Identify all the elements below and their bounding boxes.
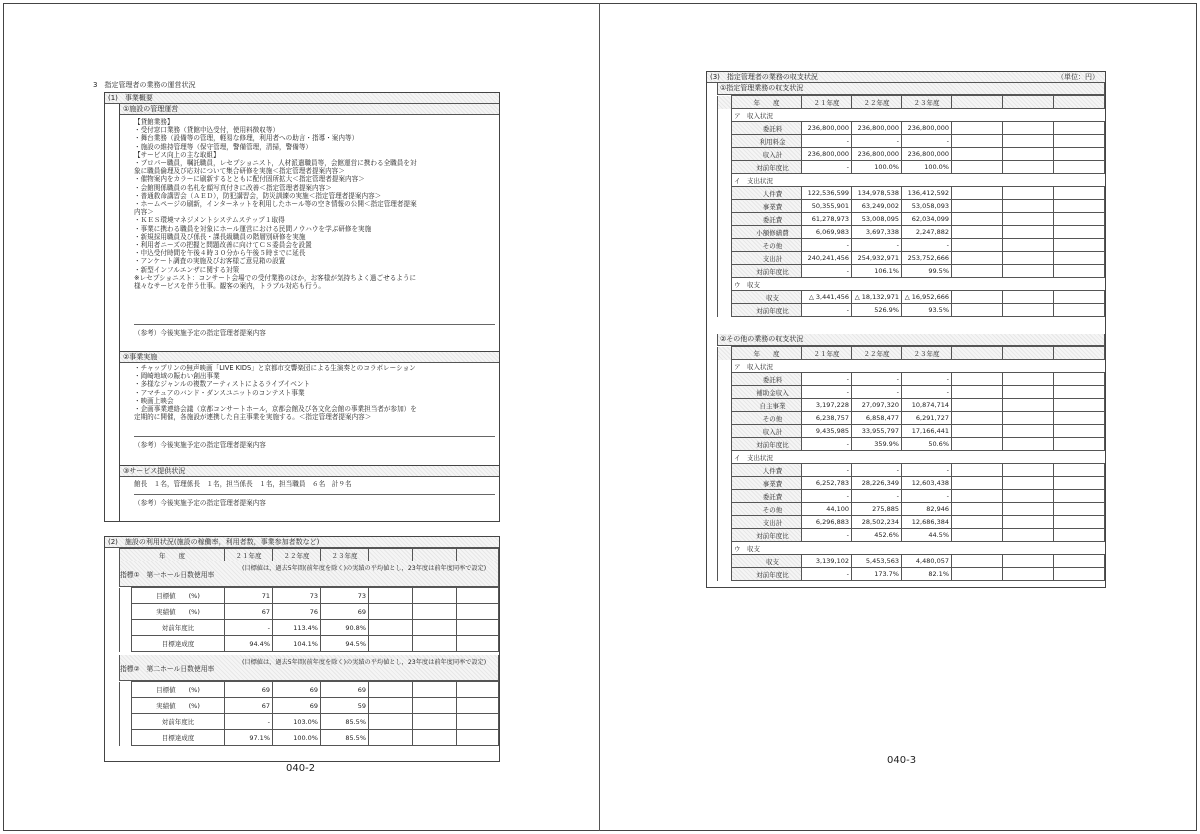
page-number-right: 040-3 xyxy=(887,755,917,766)
cell-v21: - xyxy=(225,620,273,636)
table-row xyxy=(718,399,1105,412)
cell-v22: 33,955,797 xyxy=(852,425,902,438)
content-line: 様々なサービスを伴う仕事。観客の案内，トラブル対応も行う。 xyxy=(134,282,325,291)
table-row xyxy=(120,730,499,746)
content-line: ・舞台業務（設備等の管理，軽易な修理，利用者への助言・指導・案内等） xyxy=(134,134,359,143)
cell-v22: 3,697,338 xyxy=(852,226,902,239)
group-label: ウ 収支 xyxy=(732,542,1105,555)
cell-v23: 69 xyxy=(321,682,369,698)
cell-v23: 136,412,592 xyxy=(902,187,952,200)
header-y22: ２２年度 xyxy=(852,347,902,360)
cell-v21: 6,238,757 xyxy=(802,412,852,425)
cell-v22: 452.6% xyxy=(852,529,902,542)
cell-v23: 12,686,384 xyxy=(902,516,952,529)
cell-v21: 50,355,901 xyxy=(802,200,852,213)
table-row xyxy=(718,148,1105,161)
cell-v21: 9,435,985 xyxy=(802,425,852,438)
cell-v23: 85.5% xyxy=(321,730,369,746)
cell-v23: 99.5% xyxy=(902,265,952,278)
content-line: ・映画上映会 xyxy=(134,396,174,405)
content-line: 象に職員倫理及び応対について集合研修を実施＜指定管理者提案内容＞ xyxy=(134,167,345,176)
content-line: 【サービス向上の主な取組】 xyxy=(134,150,220,159)
group-label: ア 収入状況 xyxy=(732,360,1105,373)
content-line: ・ホームページの刷新，インターネットを利用したホール等の空き情報の公開＜指定管理者提案 xyxy=(134,200,417,209)
table-row xyxy=(120,698,499,714)
service-staff: 館長 １名，管理係長 １名，担当係長 １名，担当職員 ６名 計９名 xyxy=(134,480,352,488)
cell-v22: 275,885 xyxy=(852,503,902,516)
header-y22: ２２年度 xyxy=(852,96,902,109)
cell-v21: - xyxy=(802,386,852,399)
finance-header xyxy=(718,347,1105,360)
indicator-2 xyxy=(119,655,499,746)
table-row xyxy=(718,226,1105,239)
cell-v22: - xyxy=(852,464,902,477)
content-line: ・申込受付時間を午後４時３０分から午後５時までに延長 xyxy=(134,249,306,258)
cell-v22: 6,858,477 xyxy=(852,412,902,425)
page-number-left: 040-2 xyxy=(286,763,316,774)
cell-v21: - xyxy=(802,239,852,252)
cell-v21: 6,296,883 xyxy=(802,516,852,529)
table-row xyxy=(718,568,1105,581)
cell-v21: - xyxy=(802,161,852,174)
cell-v21: - xyxy=(802,464,852,477)
row-label: 実績値 (%) xyxy=(132,698,225,714)
subsection-service xyxy=(119,466,499,521)
content-line: 【貸館業務】 xyxy=(134,118,174,126)
cell-v21: - xyxy=(802,490,852,503)
row-label: その他 xyxy=(732,503,802,516)
indicator-title: 指標① 第一ホール日数使用率 xyxy=(120,571,215,579)
table-row xyxy=(718,187,1105,200)
group-row xyxy=(718,542,1105,555)
cell-v22: 106.1% xyxy=(852,265,902,278)
row-label: 対前年度比 xyxy=(732,304,802,317)
table-row xyxy=(718,477,1105,490)
table-row xyxy=(718,425,1105,438)
group-row xyxy=(718,360,1105,373)
row-label: 事業費 xyxy=(732,200,802,213)
table-title: ①指定管理業務の収支状況 xyxy=(717,83,1105,95)
indicator-note: (目標値は，過去5年間(前年度を除く)の実績の平均値とし，23年度は前年度同率で設定) xyxy=(242,659,487,666)
cell-v22: 53,008,095 xyxy=(852,213,902,226)
content-line: 内容＞ xyxy=(134,208,154,217)
cell-v22: 28,502,234 xyxy=(852,516,902,529)
section-1-box xyxy=(104,92,500,522)
subsection-events xyxy=(119,352,499,466)
cell-v21: 67 xyxy=(225,604,273,620)
cell-v22: 173.7% xyxy=(852,568,902,581)
cell-v21: 67 xyxy=(225,698,273,714)
indicator-table xyxy=(119,681,499,746)
header-y21: ２１年度 xyxy=(802,96,852,109)
subsection-service-title: ③サービス提供状況 xyxy=(120,466,499,477)
cell-v23: 236,800,000 xyxy=(902,148,952,161)
cell-v21: 69 xyxy=(225,682,273,698)
row-label: 目標値 (%) xyxy=(132,682,225,698)
section-title: 3 指定管理者の業務の運営状況 xyxy=(93,81,196,89)
row-label: その他 xyxy=(732,412,802,425)
finance-table xyxy=(717,95,1105,317)
cell-v22: 103.0% xyxy=(273,714,321,730)
header-y23: ２３年度 xyxy=(902,96,952,109)
row-label: 対前年度比 xyxy=(732,265,802,278)
subsection-events-title: ②事業実施 xyxy=(120,352,499,363)
indicator-header xyxy=(119,561,499,587)
cell-v23: 50.6% xyxy=(902,438,952,451)
row-label: 人件費 xyxy=(732,464,802,477)
section-1-label: (1) 事業概要 xyxy=(105,93,499,104)
cell-v22: - xyxy=(852,373,902,386)
indicator-note: (目標値は，過去5年間(前年度を除く)の実績の平均値とし，23年度は前年度同率で設定) xyxy=(242,565,487,572)
row-label: 自主事業 xyxy=(732,399,802,412)
cell-v21: 236,800,000 xyxy=(802,122,852,135)
cell-v22: 254,932,971 xyxy=(852,252,902,265)
row-label: 人件費 xyxy=(732,187,802,200)
cell-v22: 236,800,000 xyxy=(852,148,902,161)
table-row xyxy=(718,490,1105,503)
table-row xyxy=(718,200,1105,213)
row-label: 利用料金 xyxy=(732,135,802,148)
group-label: ア 収入状況 xyxy=(732,109,1105,122)
content-line: ・ＫＥＳ環境マネジメントシステムステップ１取得 xyxy=(134,216,285,225)
cell-v21: 6,252,783 xyxy=(802,477,852,490)
cell-v21: - xyxy=(802,529,852,542)
reference-note-2: （参考）今後実施予定の指定管理者提案内容 xyxy=(134,436,495,453)
cell-v21: 122,536,599 xyxy=(802,187,852,200)
cell-v23: 93.5% xyxy=(902,304,952,317)
cell-v23: 82,946 xyxy=(902,503,952,516)
row-label: 収支 xyxy=(732,555,802,568)
row-label: 対前年度比 xyxy=(732,568,802,581)
cell-v23: 44.5% xyxy=(902,529,952,542)
subsection-management xyxy=(119,104,499,352)
cell-v22: - xyxy=(852,135,902,148)
cell-v23: 253,752,666 xyxy=(902,252,952,265)
table-row xyxy=(718,373,1105,386)
cell-v22: 104.1% xyxy=(273,636,321,652)
table-row xyxy=(718,161,1105,174)
table-row xyxy=(718,265,1105,278)
group-row xyxy=(718,109,1105,122)
cell-v22: 5,453,563 xyxy=(852,555,902,568)
section-3-title: (3) 指定管理者の業務の収支状況 xyxy=(710,73,818,81)
usage-table xyxy=(119,548,499,562)
row-label: 目標達成度 xyxy=(132,636,225,652)
cell-v22: - xyxy=(852,490,902,503)
header-y23: ２３年度 xyxy=(902,347,952,360)
cell-v22: - xyxy=(852,239,902,252)
content-line: ・多様なジャンルの複数アーティストによるライブイベント xyxy=(134,380,311,389)
cell-v22: △ 18,132,971 xyxy=(852,291,902,304)
events-content xyxy=(134,364,417,421)
group-row xyxy=(718,278,1105,291)
row-label: 対前年度比 xyxy=(732,438,802,451)
reference-note-3: （参考）今後実施予定の指定管理者提案内容 xyxy=(134,494,495,511)
row-label: 小額修繕費 xyxy=(732,226,802,239)
cell-v21: 236,800,000 xyxy=(802,148,852,161)
group-label: イ 支出状況 xyxy=(732,174,1105,187)
cell-v23: - xyxy=(902,464,952,477)
indicator-1 xyxy=(119,561,499,652)
cell-v22: 359.9% xyxy=(852,438,902,451)
cell-v23: - xyxy=(902,386,952,399)
cell-v23: 10,874,714 xyxy=(902,399,952,412)
cell-v21: △ 3,441,456 xyxy=(802,291,852,304)
cell-v23: 4,480,057 xyxy=(902,555,952,568)
table-row xyxy=(120,682,499,698)
table-row xyxy=(718,122,1105,135)
cell-v22: 113.4% xyxy=(273,620,321,636)
table-row xyxy=(718,213,1105,226)
cell-v22: 69 xyxy=(273,682,321,698)
content-line: ・受付窓口業務（貸館申込受付，使用料徴収等） xyxy=(134,126,280,135)
content-line: ・アンケート調査の実施及びお客様ご意見箱の設置 xyxy=(134,257,286,266)
cell-v21: 6,069,983 xyxy=(802,226,852,239)
content-line: ・事業に携わる職員を対象にホール運営における民間ノウハウを学ぶ研修を実施 xyxy=(134,224,372,233)
table-row xyxy=(718,135,1105,148)
row-label: 対前年度比 xyxy=(732,529,802,542)
row-label: 目標達成度 xyxy=(132,730,225,746)
table-title: ②その他の業務の収支状況 xyxy=(717,334,1105,346)
group-label: ウ 収支 xyxy=(732,278,1105,291)
unit-label: （単位：円） xyxy=(1057,73,1099,81)
row-label: 支出計 xyxy=(732,252,802,265)
cell-v21: - xyxy=(802,135,852,148)
table-row xyxy=(718,529,1105,542)
row-label: 対前年度比 xyxy=(732,161,802,174)
table-row xyxy=(718,291,1105,304)
content-line: ※レセプショニスト：コンサート会場での受付業務のほか，お客様が気持ちよく過ごせるように xyxy=(134,273,417,282)
table-row xyxy=(120,636,499,652)
cell-v21: 240,241,456 xyxy=(802,252,852,265)
cell-v23: - xyxy=(902,490,952,503)
header-year: 年 度 xyxy=(732,96,802,109)
indicator-title: 指標② 第二ホール日数使用率 xyxy=(120,665,215,673)
table-row xyxy=(718,304,1105,317)
table-row xyxy=(120,714,499,730)
section-2-label: (2) 施設の利用状況(施設の稼働率，利用者数，事業参加者数など) xyxy=(105,537,499,548)
content-line: ・催物案内をカラーに刷新するとともに配付固所拡大＜指定管理者提案内容＞ xyxy=(134,175,365,184)
cell-v22: 76 xyxy=(273,604,321,620)
cell-v21: - xyxy=(802,373,852,386)
cell-v23: 73 xyxy=(321,588,369,604)
cell-v21: - xyxy=(225,714,273,730)
row-label: 目標値 (%) xyxy=(132,588,225,604)
cell-v22: 63,249,002 xyxy=(852,200,902,213)
content-line: ・新規採用職員及び係長・課長級職員の階層別研修を実施 xyxy=(134,232,306,241)
group-label: イ 支出状況 xyxy=(732,451,1105,464)
cell-v23: 82.1% xyxy=(902,568,952,581)
cell-v23: - xyxy=(902,373,952,386)
cell-v22: 28,226,349 xyxy=(852,477,902,490)
cell-v22: 526.9% xyxy=(852,304,902,317)
content-line: ・アマチュアのバンド・ダンスユニットのコンテスト事業 xyxy=(134,388,305,397)
section-2-box xyxy=(104,536,500,762)
cell-v21: 97.1% xyxy=(225,730,273,746)
cell-v22: 73 xyxy=(273,588,321,604)
header-y22: ２２年度 xyxy=(273,549,321,562)
row-label: 収入計 xyxy=(732,148,802,161)
page-right xyxy=(600,3,1196,831)
finance-table-1 xyxy=(717,83,1105,317)
cell-v22: 236,800,000 xyxy=(852,122,902,135)
content-line: ・岡崎地域の賑わい創出事業 xyxy=(134,372,220,381)
cell-v21: 94.4% xyxy=(225,636,273,652)
cell-v22: 134,978,538 xyxy=(852,187,902,200)
table-row xyxy=(718,412,1105,425)
cell-v23: 69 xyxy=(321,604,369,620)
row-label: 支出計 xyxy=(732,516,802,529)
content-line: ・施設の維持管理等（保守管理，警備管理，清掃，警備等） xyxy=(134,142,313,151)
cell-v21: - xyxy=(802,265,852,278)
group-row xyxy=(718,174,1105,187)
content-line: 定期的に開催，各施設が連携した自主事業を実施する。＜指定管理者提案内容＞ xyxy=(134,413,372,422)
row-label: 収支 xyxy=(732,291,802,304)
table-row xyxy=(718,252,1105,265)
subsection-management-title: ①施設の管理運営 xyxy=(120,104,499,115)
cell-v23: 53,058,093 xyxy=(902,200,952,213)
cell-v21: 71 xyxy=(225,588,273,604)
cell-v22: 100.0% xyxy=(273,730,321,746)
header-y21: ２１年度 xyxy=(802,347,852,360)
content-line: ・プロパー職員，嘱託職員，レセプショニスト，人材派遣職員等，会館運営に携わる全職員を対 xyxy=(134,159,417,168)
row-label: 委託料 xyxy=(732,373,802,386)
table-row xyxy=(120,620,499,636)
row-label: 収入計 xyxy=(732,425,802,438)
cell-v23: △ 16,952,666 xyxy=(902,291,952,304)
cell-v21: 3,139,102 xyxy=(802,555,852,568)
cell-v23: - xyxy=(902,239,952,252)
cell-v23: 90.8% xyxy=(321,620,369,636)
table-row xyxy=(718,555,1105,568)
cell-v23: 236,800,000 xyxy=(902,122,952,135)
management-content xyxy=(134,118,417,290)
row-label: 事業費 xyxy=(732,477,802,490)
row-label: その他 xyxy=(732,239,802,252)
table-row xyxy=(120,588,499,604)
table-row xyxy=(718,464,1105,477)
cell-v23: 85.5% xyxy=(321,714,369,730)
cell-v23: 17,166,441 xyxy=(902,425,952,438)
table-row xyxy=(718,503,1105,516)
cell-v21: 44,100 xyxy=(802,503,852,516)
indicator-table xyxy=(119,587,499,652)
usage-table-header xyxy=(120,549,499,562)
finance-header xyxy=(718,96,1105,109)
content-line: ・会館関係職員の名札を顔写真付きに改善＜指定管理者提案内容＞ xyxy=(134,183,332,192)
cell-v22: 100.0% xyxy=(852,161,902,174)
cell-v23: 12,603,438 xyxy=(902,477,952,490)
cell-v21: - xyxy=(802,304,852,317)
table-row xyxy=(718,239,1105,252)
cell-v23: 2,247,882 xyxy=(902,226,952,239)
row-label: 対前年度比 xyxy=(132,714,225,730)
cell-v23: 100.0% xyxy=(902,161,952,174)
section-3-label xyxy=(707,72,1105,83)
table-row xyxy=(718,438,1105,451)
cell-v21: - xyxy=(802,438,852,451)
header-year: 年 度 xyxy=(732,347,802,360)
cell-v21: 3,197,228 xyxy=(802,399,852,412)
group-row xyxy=(718,451,1105,464)
cell-v21: - xyxy=(802,568,852,581)
row-label: 実績値 (%) xyxy=(132,604,225,620)
reference-note-1: （参考）今後実施予定の指定管理者提案内容 xyxy=(134,324,495,341)
header-year: 年 度 xyxy=(120,549,225,562)
content-line: ・新型インフルエンザに関する対策 xyxy=(134,265,240,274)
row-label: 委託費 xyxy=(732,213,802,226)
cell-v23: 94.5% xyxy=(321,636,369,652)
finance-table xyxy=(717,346,1105,581)
cell-v22: 27,097,320 xyxy=(852,399,902,412)
cell-v22: - xyxy=(852,386,902,399)
row-label: 委託料 xyxy=(732,122,802,135)
header-y23: ２３年度 xyxy=(321,549,369,562)
cell-v23: 62,034,099 xyxy=(902,213,952,226)
table-row xyxy=(120,604,499,620)
header-y21: ２１年度 xyxy=(225,549,273,562)
content-line: ・チャップリンの無声映画「LIVE KIDS」と京都市交響楽団による生演奏とのコラボレーション xyxy=(134,364,416,372)
section-3-box xyxy=(706,71,1106,588)
table-row xyxy=(718,386,1105,399)
page-left xyxy=(3,3,599,831)
row-label: 補助金収入 xyxy=(732,386,802,399)
cell-v23: - xyxy=(902,135,952,148)
indicator-header xyxy=(119,655,499,681)
row-label: 委託費 xyxy=(732,490,802,503)
cell-v21: 61,278,973 xyxy=(802,213,852,226)
row-label: 対前年度比 xyxy=(132,620,225,636)
cell-v23: 6,291,727 xyxy=(902,412,952,425)
content-line: ・利用者ニーズの把握と問題改善に向けてＣＳ委員会を設置 xyxy=(134,241,312,250)
cell-v23: 59 xyxy=(321,698,369,714)
content-line: ・普通救命講習会（ＡＥＤ），防犯講習会，防災訓練の実施＜指定管理者提案内容＞ xyxy=(134,191,382,200)
content-line: ・企画事業連絡会議（京都コンサートホール，京都会館及び各文化会館の事業担当者が参加）を xyxy=(134,405,417,414)
cell-v22: 69 xyxy=(273,698,321,714)
table-row xyxy=(718,516,1105,529)
finance-table-2 xyxy=(717,334,1105,581)
